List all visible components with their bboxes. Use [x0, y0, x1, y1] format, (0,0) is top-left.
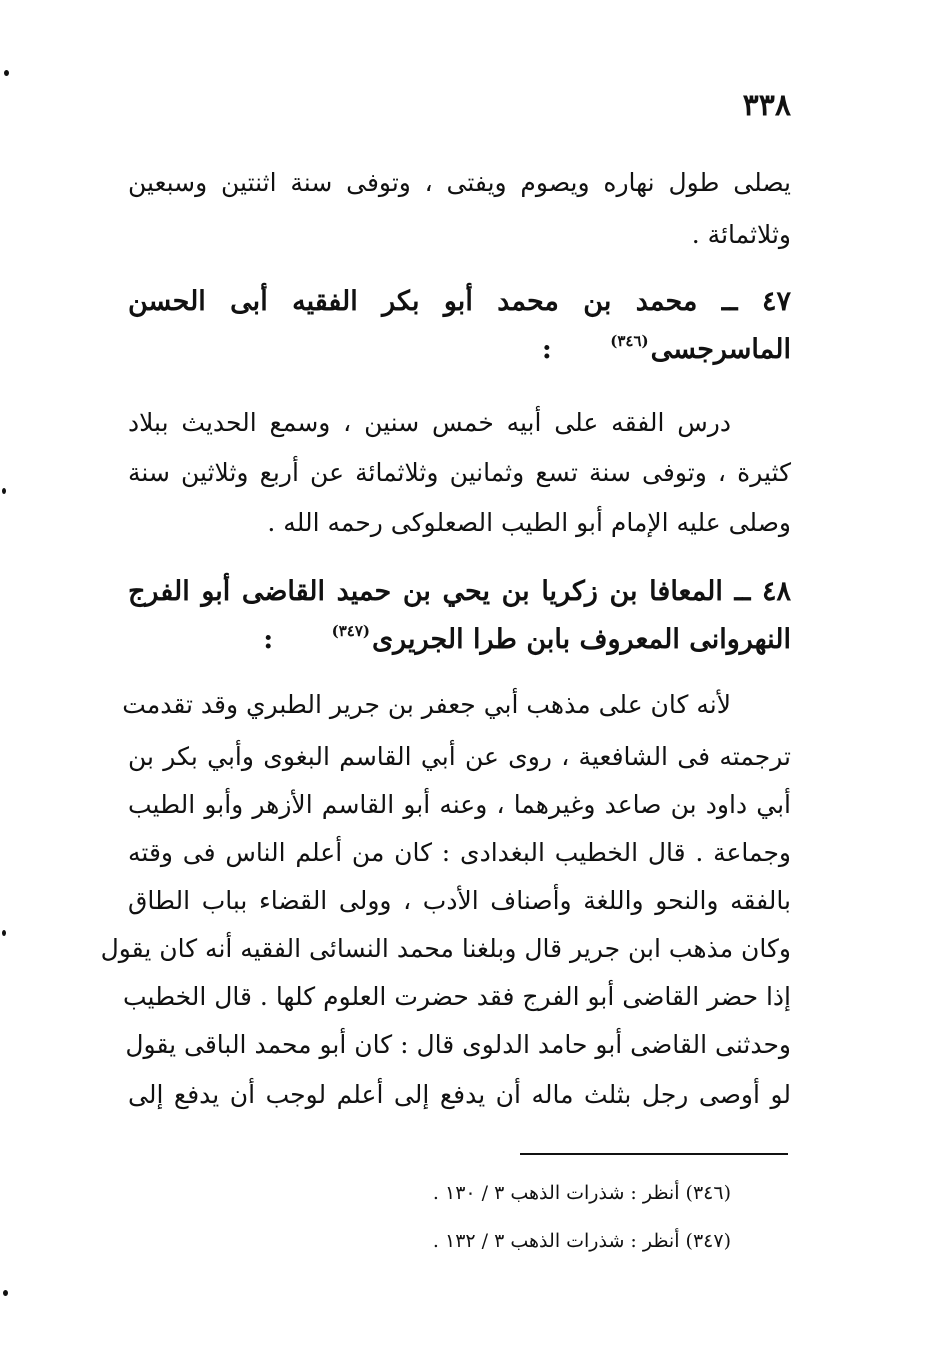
footnote-separator	[520, 1153, 788, 1155]
footnote-346: (٣٤٦) أنظر : شذرات الذهب ٣ / ١٣٠ .	[432, 1182, 731, 1204]
entry-47-subtitle	[128, 334, 791, 365]
footnote-347: (٣٤٧) أنظر : شذرات الذهب ٣ / ١٣٢ .	[432, 1230, 731, 1252]
entry-48-name: النهروانى المعروف بابن طرا الجريرى	[372, 624, 791, 655]
text-line: إذا حضر القاضى أبو الفرج فقد حضرت العلوم كلها . قال الخطيب	[123, 982, 791, 1011]
entry-colon: :	[263, 624, 274, 655]
text-line: وصلى عليه الإمام أبو الطيب الصعلوكى رحمه الله .	[267, 508, 791, 537]
text-line: لأنه كان على مذهب أبي جعفر بن جرير الطبري وقد تقدمت	[122, 690, 731, 719]
text-line: كثيرة ، وتوفى سنة تسع وثمانين وثلاثمائة عن أربع وثلاثين سنة	[128, 458, 791, 487]
entry-48-subtitle	[128, 624, 791, 655]
text-line: يصلى طول نهاره ويصوم ويفتى ، وتوفى سنة اثنتين وسبعين	[128, 168, 791, 197]
scan-speck	[4, 70, 9, 76]
text-line: وثلاثمائة .	[691, 220, 791, 249]
entry-colon: :	[541, 334, 552, 365]
scan-speck	[3, 1290, 8, 1296]
page-number: ٣٣٨	[742, 88, 791, 123]
entry-47-name: الماسرجسى	[650, 334, 791, 365]
footnote-ref-347: (٣٤٧)	[331, 622, 371, 640]
scan-speck	[2, 488, 6, 494]
text-line: ترجمته فى الشافعية ، روى عن أبي القاسم البغوى وأبي بكر بن	[128, 742, 791, 771]
entry-48-title: ٤٨ ــ المعافا بن زكريا بن يحي بن حميد القاضى أبو الفرج	[128, 576, 791, 607]
scan-speck	[2, 930, 6, 936]
text-line: وجماعة . قال الخطيب البغدادى : كان من أعلم الناس فى وقته	[128, 838, 791, 867]
text-line: أبي داود بن صاعد وغيرهما ، وعنه أبو القاسم الأزهر وأبو الطيب	[128, 790, 791, 819]
entry-47-title: ٤٧ ــ محمد بن محمد أبو بكر الفقيه أبى الحسن	[128, 286, 791, 317]
footnote-ref-346: (٣٤٦)	[610, 332, 649, 350]
text-line: درس الفقه على أبيه خمس سنين ، وسمع الحديث ببلاد	[128, 408, 731, 437]
text-line: لو أوصى رجل بثلث ماله أن يدفع إلى أعلم لوجب أن يدفع إلى	[128, 1080, 791, 1109]
text-line: وكان مذهب ابن جرير قال وبلغنا محمد النسائى الفقيه أنه كان يقول	[100, 934, 791, 963]
text-line: بالفقه والنحو واللغة وأصناف الأدب ، وولى القضاء بباب الطاق	[128, 886, 791, 915]
text-line: وحدثنى القاضى أبو حامد الدلوى قال : كان أبو محمد الباقى يقول	[125, 1030, 791, 1059]
